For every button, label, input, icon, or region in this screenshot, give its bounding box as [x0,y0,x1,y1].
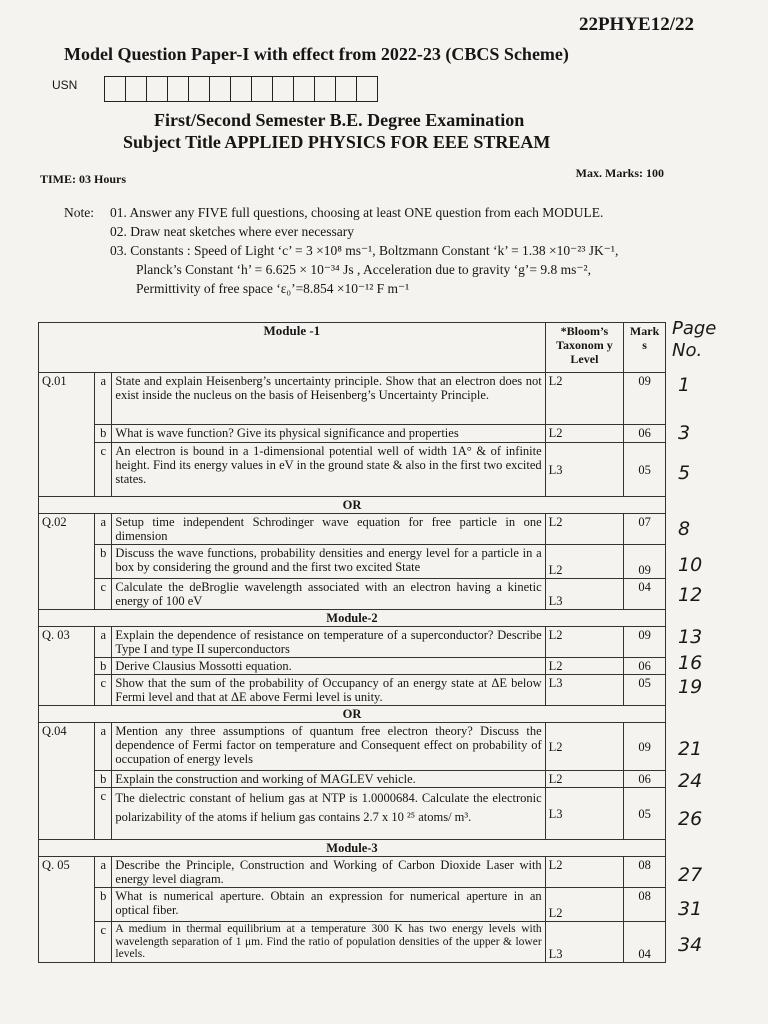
table-row [39,888,666,922]
page-number: 21 [678,738,703,760]
page-number: 13 [678,626,703,648]
note-2: 02. Draw neat sketches where ever necessary [110,224,355,239]
sub-label: a [95,723,112,771]
bloom-level: L3 [545,675,624,706]
or-separator: OR [39,497,666,514]
bloom-level: L2 [545,514,624,545]
table-row [39,514,666,545]
notes [64,203,704,298]
page-number: 24 [678,770,703,792]
bloom-level: L2 [545,857,624,888]
question-text: Explain the construction and working of MAGLEV vehicle. [112,771,545,788]
bloom-level: L2 [545,627,624,658]
bloom-header: *Bloom’s Taxonom y Level [545,323,624,373]
page-number: 3 [678,422,691,444]
sub-label: c [95,443,112,497]
question-text: A medium in thermal equilibrium at a temperature 300 K has two energy levels with wavelength separation of 1 μm. Find the ratio of population densities of the upper & lower levels. [112,922,545,963]
usn-label: USN [52,78,78,92]
table-row [39,425,666,443]
sub-label: b [95,888,112,922]
question-text: Discuss the wave functions, probability densities and energy level for a particle in a box by considering the ground and the first two excited State [112,545,545,579]
sub-label: c [95,788,112,840]
page-number-column [672,318,732,956]
page-number: 8 [678,518,691,540]
bloom-level: L3 [545,443,624,497]
table-row [39,675,666,706]
table-row [39,658,666,675]
marks: 08 [624,888,666,922]
table-row [39,857,666,888]
table-row [39,723,666,771]
sub-label: c [95,922,112,963]
sub-label: b [95,425,112,443]
question-text: An electron is bound in a 1-dimensional potential well of width 1A° & of infinite height. Find its energy values in eV in the ground state & also in the first two excited states. [112,443,545,497]
question-text: Derive Clausius Mossotti equation. [112,658,545,675]
bloom-level: L2 [545,545,624,579]
question-text: State and explain Heisenberg’s uncertainty principle. Show that an electron does not exist inside the nucleus on the basis of Heisenberg’s Uncertainty Principle. [112,373,545,425]
marks: 09 [624,545,666,579]
exam-title: First/Second Semester B.E. Degree Examination [154,110,525,130]
module-1-heading: Module -1 [39,323,546,373]
sub-label: b [95,545,112,579]
module-2-heading: Module-2 [39,610,666,627]
sub-label: c [95,675,112,706]
question-text: Explain the dependence of resistance on temperature of a superconductor? Describe Type I and type II superconductors [112,627,545,658]
question-text: The dielectric constant of helium gas at NTP is 1.0000684. Calculate the electronic polarizability of the atoms if helium gas contains 2.7 x 10 ²⁵ atoms/ m³. [112,788,545,840]
table-row [39,627,666,658]
or-separator: OR [39,706,666,723]
question-text: Mention any three assumptions of quantum free electron theory? Discuss the dependence of Fermi factor on temperature and Consequent effect on probability of occupation of energy levels [112,723,545,771]
page-number: 34 [678,934,703,956]
marks: 06 [624,658,666,675]
bloom-level: L3 [545,922,624,963]
marks-header: Mark s [624,323,666,373]
marks: 06 [624,425,666,443]
note-3-cont2: Permittivity of free space ‘ε₀’=8.854 ×10⁻¹² F m⁻¹ [136,281,410,296]
marks: 09 [624,723,666,771]
question-number: Q. 03 [39,627,95,706]
page-number: 31 [678,898,703,920]
table-row [39,443,666,497]
table-row [39,922,666,963]
note-3: 03. Constants : Speed of Light ‘c’ = 3 ×10⁸ ms⁻¹, Boltzmann Constant ‘k’ = 1.38 ×10⁻²³ JK⁻¹, [110,243,619,258]
question-number: Q.01 [39,373,95,497]
page-number: 12 [678,584,703,606]
marks: 09 [624,627,666,658]
question-text: Describe the Principle, Construction and Working of Carbon Dioxide Laser with energy level diagram. [112,857,545,888]
bloom-level: L2 [545,723,624,771]
page-number: 27 [678,864,703,886]
sub-label: a [95,857,112,888]
question-table [38,322,666,963]
page-number: 19 [678,676,703,698]
page-number: 1 [678,374,691,396]
table-row [39,373,666,425]
marks: 06 [624,771,666,788]
page-header-handwritten: Page No. [672,318,717,361]
marks: 09 [624,373,666,425]
sub-label: b [95,771,112,788]
marks: 08 [624,857,666,888]
bloom-level: L2 [545,373,624,425]
sub-label: b [95,658,112,675]
bloom-level: L2 [545,888,624,922]
subject-code: 22PHYE12/22 [578,14,694,35]
question-number: Q.04 [39,723,95,840]
bloom-level: L2 [545,658,624,675]
marks: 04 [624,922,666,963]
question-number: Q. 05 [39,857,95,963]
module-3-heading: Module-3 [39,840,666,857]
subject-title: Subject Title APPLIED PHYSICS FOR EEE STREAM [123,132,551,152]
exam-time: TIME: 03 Hours [40,172,127,186]
question-text: What is wave function? Give its physical significance and properties [112,425,545,443]
table-row [39,545,666,579]
marks: 05 [624,788,666,840]
note-3-cont: Planck’s Constant ‘h’ = 6.625 × 10⁻³⁴ Js , Acceleration due to gravity ‘g’= 9.8 ms⁻², [136,262,591,277]
question-number: Q.02 [39,514,95,610]
sub-label: a [95,627,112,658]
page-number: 26 [678,808,703,830]
question-text: What is numerical aperture. Obtain an expression for numerical aperture in an optical fiber. [112,888,545,922]
page-number: 10 [678,554,703,576]
table-row [39,579,666,610]
usn-boxes [104,76,378,102]
max-marks: Max. Marks: 100 [575,166,664,180]
bloom-level: L3 [545,788,624,840]
sub-label: a [95,373,112,425]
marks: 04 [624,579,666,610]
sub-label: a [95,514,112,545]
note-label: Note: [64,205,94,220]
sub-label: c [95,579,112,610]
question-text: Show that the sum of the probability of Occupancy of an energy state at ΔE below Fermi level and that at ΔE above Fermi level is unity. [112,675,545,706]
marks: 05 [624,675,666,706]
paper-title: Model Question Paper-I with effect from 2022-23 (CBCS Scheme) [64,44,569,64]
page-number: 5 [678,462,691,484]
marks: 05 [624,443,666,497]
note-1: 01. Answer any FIVE full questions, choosing at least ONE question from each MODULE. [110,205,604,220]
table-row [39,771,666,788]
question-text: Calculate the deBroglie wavelength associated with an electron having a kinetic energy of 100 eV [112,579,545,610]
bloom-level: L2 [545,771,624,788]
question-text: Setup time independent Schrodinger wave equation for free particle in one dimension [112,514,545,545]
bloom-level: L2 [545,425,624,443]
table-row [39,788,666,840]
marks: 07 [624,514,666,545]
page-number: 16 [678,652,703,674]
bloom-level: L3 [545,579,624,610]
